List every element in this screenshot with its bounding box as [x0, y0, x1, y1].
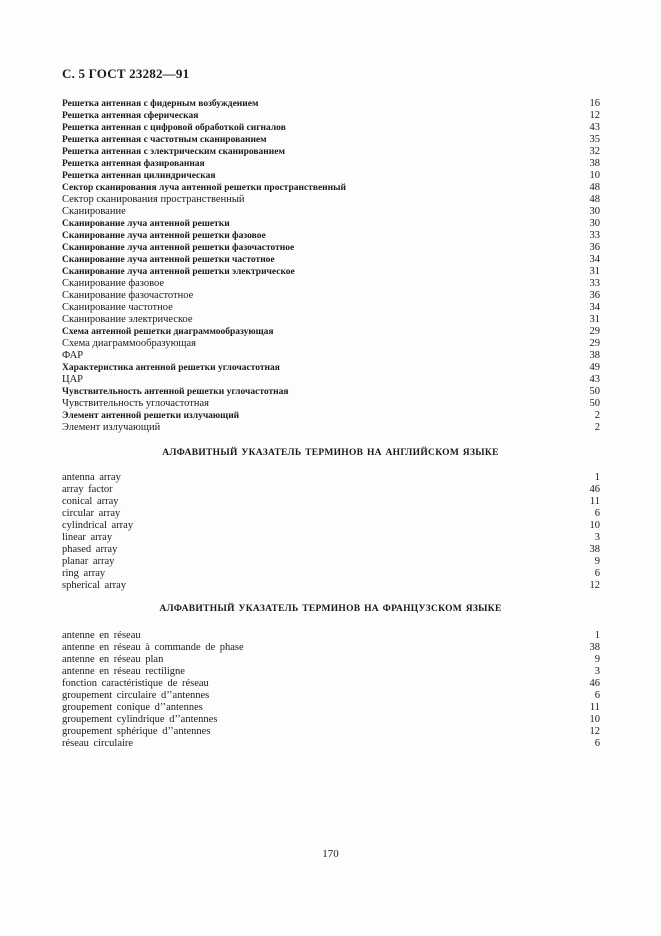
- index-term: fonction caractéristique de réseau: [62, 678, 209, 689]
- index-term-number: 35: [589, 134, 600, 145]
- index-term: ring array: [62, 568, 106, 579]
- index-term: Сканирование луча антенной решетки фазочастотное: [62, 243, 295, 253]
- index-term-number: 46: [589, 678, 600, 689]
- index-term-number: 10: [589, 170, 600, 181]
- index-entry: [62, 738, 600, 750]
- index-entry: [62, 242, 600, 254]
- index-term-number: 43: [589, 122, 600, 133]
- index-term: phased array: [62, 544, 118, 555]
- index-term-number: 6: [594, 508, 600, 519]
- french-index-title: АЛФАВИТНЫЙ УКАЗАТЕЛЬ ТЕРМИНОВ НА ФРАНЦУЗСКОМ ЯЗЫКЕ: [159, 604, 502, 614]
- index-entry: [62, 158, 600, 170]
- index-term-number: 3: [594, 532, 600, 543]
- index-term-number: 1: [594, 630, 600, 641]
- index-entry: [62, 702, 600, 714]
- index-entry: [62, 654, 600, 666]
- index-term-number: 46: [589, 484, 600, 495]
- index-entry: [62, 266, 600, 278]
- index-term: Элемент антенной решетки излучающий: [62, 411, 240, 421]
- index-term-number: 16: [589, 98, 600, 109]
- index-term: réseau circulaire: [62, 738, 134, 749]
- index-term-number: 9: [594, 654, 600, 665]
- index-term: ФАР: [62, 350, 84, 361]
- index-term: array factor: [62, 484, 113, 495]
- index-term: Решетка антенная с электрическим сканированием: [62, 147, 285, 157]
- index-term: Сектор сканирования луча антенной решетки пространственный: [62, 183, 347, 193]
- index-entry: [62, 678, 600, 690]
- index-term-number: 1: [594, 472, 600, 483]
- index-term-number: 50: [589, 398, 600, 409]
- index-term: Элемент излучающий: [62, 422, 161, 433]
- index-term: circular array: [62, 508, 121, 519]
- index-entry: [62, 726, 600, 738]
- index-entry: [62, 290, 600, 302]
- index-entry: [62, 580, 600, 592]
- index-entry: [62, 472, 600, 484]
- index-term-number: 10: [589, 520, 600, 531]
- index-term: Сканирование частотное: [62, 302, 173, 313]
- index-term: Решетка антенная с цифровой обработкой сигналов: [62, 123, 286, 133]
- index-entry: [62, 544, 600, 556]
- index-term: Решетка антенная с фидерным возбуждением: [62, 99, 259, 109]
- index-entry: [62, 374, 600, 386]
- index-term-number: 12: [589, 110, 600, 121]
- index-entry: [62, 520, 600, 532]
- index-term-number: 36: [589, 290, 600, 301]
- french-term-list: [62, 630, 600, 750]
- index-term: Сканирование электрическое: [62, 314, 193, 325]
- index-term: cylindrical array: [62, 520, 134, 531]
- index-term: Решетка антенная сферическая: [62, 111, 199, 121]
- index-term-number: 50: [589, 386, 600, 397]
- index-term: groupement circulaire d’’antennes: [62, 690, 210, 701]
- index-term: Сканирование луча антенной решетки: [62, 219, 230, 229]
- english-term-list: [62, 472, 600, 592]
- page-number: 170: [322, 848, 339, 860]
- index-term: antenne en réseau rectiligne: [62, 666, 185, 677]
- index-term-number: 29: [589, 326, 600, 337]
- index-entry: [62, 134, 600, 146]
- index-term-number: 10: [589, 714, 600, 725]
- index-term-number: 48: [589, 182, 600, 193]
- index-term: groupement sphérique d’’antennes: [62, 726, 211, 737]
- index-term-number: 31: [589, 314, 600, 325]
- index-term: Сканирование луча антенной решетки частотное: [62, 255, 275, 265]
- index-entry: [62, 690, 600, 702]
- index-entry: [62, 278, 600, 290]
- index-entry: [62, 326, 600, 338]
- index-term: linear array: [62, 532, 113, 543]
- index-entry: [62, 182, 600, 194]
- index-entry: [62, 254, 600, 266]
- index-entry: [62, 230, 600, 242]
- index-term-number: 12: [589, 726, 600, 737]
- index-entry: [62, 194, 600, 206]
- index-entry: [62, 532, 600, 544]
- index-term: ЦАР: [62, 374, 84, 385]
- index-term: Сканирование фазочастотное: [62, 290, 194, 301]
- index-entry: [62, 496, 600, 508]
- index-entry: [62, 422, 600, 434]
- index-term-number: 6: [594, 568, 600, 579]
- index-term: conical array: [62, 496, 119, 507]
- index-term-number: 38: [589, 544, 600, 555]
- index-entry: [62, 386, 600, 398]
- index-term-number: 34: [589, 302, 600, 313]
- index-term: spherical array: [62, 580, 127, 591]
- index-entry: [62, 642, 600, 654]
- index-entry: [62, 314, 600, 326]
- index-entry: [62, 206, 600, 218]
- index-term-number: 38: [589, 350, 600, 361]
- index-entry: [62, 508, 600, 520]
- index-term: Сектор сканирования пространственный: [62, 194, 245, 205]
- index-entry: [62, 410, 600, 422]
- index-term-number: 36: [589, 242, 600, 253]
- index-term: Сканирование луча антенной решетки электрическое: [62, 267, 295, 277]
- index-entry: [62, 170, 600, 182]
- english-index-title: АЛФАВИТНЫЙ УКАЗАТЕЛЬ ТЕРМИНОВ НА АНГЛИЙСКОМ ЯЗЫКЕ: [162, 448, 499, 458]
- index-term: groupement conique d’’antennes: [62, 702, 203, 713]
- index-term-number: 38: [589, 158, 600, 169]
- index-term: antenne en réseau à commande de phase: [62, 642, 244, 653]
- index-term: Сканирование фазовое: [62, 278, 165, 289]
- index-term: groupement cylindrique d’’antennes: [62, 714, 218, 725]
- index-entry: [62, 398, 600, 410]
- index-term: antenne en réseau: [62, 630, 141, 641]
- index-term-number: 30: [589, 218, 600, 229]
- page-header: С. 5 ГОСТ 23282—91: [62, 66, 190, 81]
- index-term: Решетка антенная с частотным сканированием: [62, 135, 267, 145]
- index-entry: [62, 568, 600, 580]
- index-entry: [62, 122, 600, 134]
- index-term-number: 11: [589, 496, 600, 507]
- index-term-number: 32: [589, 146, 600, 157]
- index-term-number: 30: [589, 206, 600, 217]
- index-term: Сканирование: [62, 206, 126, 217]
- index-term-number: 9: [594, 556, 600, 567]
- index-entry: [62, 146, 600, 158]
- index-term-number: 2: [594, 410, 600, 421]
- index-term-number: 6: [594, 690, 600, 701]
- index-entry: [62, 556, 600, 568]
- index-term-number: 2: [594, 422, 600, 433]
- index-entry: [62, 218, 600, 230]
- index-term: Схема диаграммообразующая: [62, 338, 196, 349]
- index-term: planar array: [62, 556, 115, 567]
- index-term-number: 33: [589, 278, 600, 289]
- index-entry: [62, 362, 600, 374]
- index-term-number: 12: [589, 580, 600, 591]
- index-entry: [62, 666, 600, 678]
- index-term-number: 3: [594, 666, 600, 677]
- index-term-number: 6: [594, 738, 600, 749]
- index-term: Характеристика антенной решетки углочастотная: [62, 363, 280, 373]
- index-entry: [62, 630, 600, 642]
- index-term: Чувствительность углочастотная: [62, 398, 209, 409]
- index-term-number: 34: [589, 254, 600, 265]
- index-term: antenne en réseau plan: [62, 654, 164, 665]
- index-term: Чувствительность антенной решетки углочастотная: [62, 387, 289, 397]
- index-entry: [62, 484, 600, 496]
- russian-term-list: [62, 98, 600, 434]
- index-term-number: 49: [589, 362, 600, 373]
- index-term-number: 31: [589, 266, 600, 277]
- index-term: Решетка антенная цилиндрическая: [62, 171, 216, 181]
- index-term: Решетка антенная фазированная: [62, 159, 205, 169]
- index-entry: [62, 110, 600, 122]
- index-term-number: 33: [589, 230, 600, 241]
- index-entry: [62, 98, 600, 110]
- index-term-number: 38: [589, 642, 600, 653]
- index-entry: [62, 714, 600, 726]
- index-term-number: 29: [589, 338, 600, 349]
- index-term: antenna array: [62, 472, 121, 483]
- index-term: Сканирование луча антенной решетки фазовое: [62, 231, 266, 241]
- index-term-number: 48: [589, 194, 600, 205]
- index-term-number: 11: [589, 702, 600, 713]
- index-entry: [62, 338, 600, 350]
- index-term: Схема антенной решетки диаграммообразующая: [62, 327, 274, 337]
- index-term-number: 43: [589, 374, 600, 385]
- index-entry: [62, 302, 600, 314]
- index-entry: [62, 350, 600, 362]
